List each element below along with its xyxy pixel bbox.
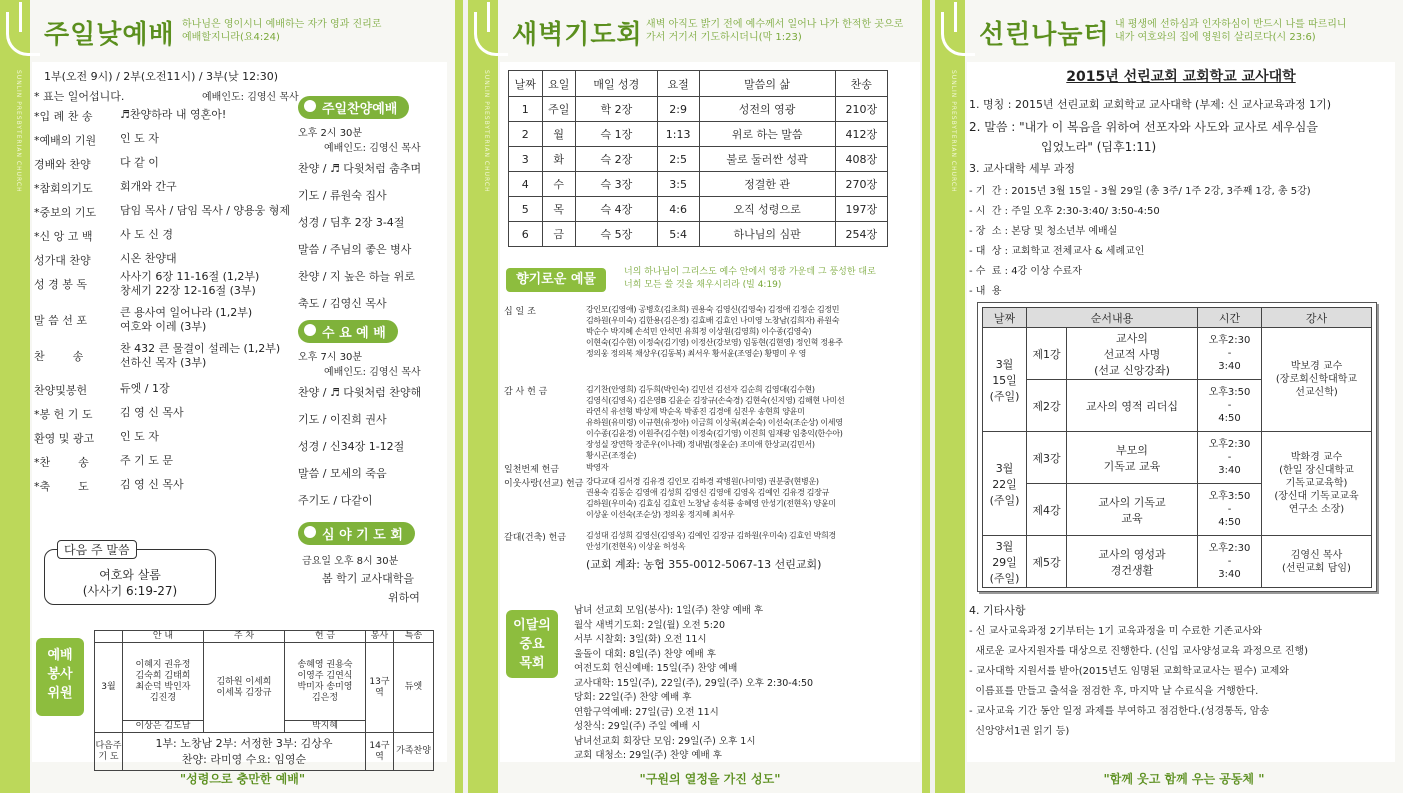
table-cell: 5:4	[657, 222, 699, 247]
volunteer-cell: 13구역	[366, 643, 394, 733]
schedule-lecture: 제5강	[1027, 536, 1067, 588]
offering-names: 박영자	[586, 463, 609, 472]
table-cell: 4	[509, 172, 543, 197]
detail-item: - 장 소 : 본당 및 청소년부 예배실	[969, 226, 1118, 237]
schedule-table	[982, 307, 1372, 588]
schedule-header: 강사	[1262, 308, 1372, 328]
content-sheet	[32, 62, 447, 766]
schedule-date: 3월 29일 (주일)	[983, 536, 1027, 588]
dawn-prayer-table	[508, 70, 888, 247]
offering-type: 일천번제 헌금	[504, 465, 560, 475]
table-cell: 목	[542, 197, 576, 222]
schedule-header: 날짜	[983, 308, 1027, 328]
table-cell: 5	[509, 197, 543, 222]
schedule-speaker: 김영신 목사 (선린교회 담임)	[1262, 536, 1372, 588]
table-cell: 6	[509, 222, 543, 247]
header-verse: 하나님은 영이시니 예배하는 자가 영과 진리로 예배할지니라(요4:24)	[182, 19, 382, 43]
event-item: 서부 시찰회: 3일(화) 오전 11시	[574, 634, 707, 645]
page-title: 주일낮예배	[44, 20, 175, 50]
schedule-frame	[977, 302, 1377, 592]
table-cell: 슥 1장	[576, 122, 658, 147]
table-cell: 4:6	[657, 197, 699, 222]
account-info: (교회 계좌: 농협 355-0012-5067-13 선린교회)	[586, 558, 822, 571]
table-header: 찬송	[835, 71, 887, 97]
table-header: 날짜	[509, 71, 543, 97]
sunday-afternoon-item: 기도 / 류원숙 집사	[298, 189, 387, 202]
schedule-header: 시간	[1198, 308, 1262, 328]
next-prayer-row2: 찬양: 라미영 수요: 임영순	[181, 752, 307, 766]
schedule-time: 오후2:30 - 3:40	[1198, 536, 1262, 588]
order-item-label: 찬양및봉헌	[34, 384, 88, 397]
offering-type: 갈대(건축) 헌금	[504, 533, 567, 543]
offering-cell-2: 박지혜	[284, 721, 365, 733]
table-cell: 197장	[835, 197, 887, 222]
table-row	[509, 97, 888, 122]
order-item-value: 인 도 자	[120, 132, 159, 145]
next-week-ref: (사사기 6:19-27)	[82, 584, 178, 598]
service-table	[94, 630, 434, 771]
doc-title: 2015년 선린교회 교회학교 교사대학	[1066, 69, 1296, 85]
detail-item: - 내 용	[969, 286, 1002, 297]
table-cell: 슥 4장	[576, 197, 658, 222]
sunday-afternoon-item: 성경 / 딤후 2장 3-4절	[298, 216, 405, 229]
offering-cell: 송혜영 권용숙 이영주 김연식 박미자 송미영 김은정	[284, 643, 365, 721]
wednesday-leader: 예배인도: 김영신 목사	[324, 367, 421, 378]
col-guide: 안 내	[123, 631, 204, 643]
table-cell: 3:5	[657, 172, 699, 197]
event-item: 성찬식: 29일(주) 주일 예배 시	[574, 721, 701, 732]
table-cell: 월	[542, 122, 576, 147]
order-item-value: 인 도 자	[120, 430, 159, 443]
item-1: 1. 명칭 : 2015년 선린교회 교회학교 교사대학 (부제: 신 교사교육과정 1기)	[969, 98, 1332, 111]
other-item: - 신 교사교육과정 2기부터는 1기 교육과정을 미 수료한 기존교사와	[969, 626, 1262, 637]
next-special: 가족찬양	[394, 733, 434, 771]
table-cell: 하나님의 심판	[699, 222, 835, 247]
other-item: - 교사교육 기간 동안 일정 과제를 부여하고 점검한다.(성경통독, 암송	[969, 706, 1270, 717]
item-3: 3. 교사대학 세부 과정	[969, 162, 1075, 175]
offering-type: 이웃사랑(선교) 헌금	[504, 479, 584, 489]
event-item: 교사대학: 15일(주), 22일(주), 29일(주) 오후 2:30-4:50	[574, 677, 814, 689]
schedule-topic: 부모의 기독교 교육	[1067, 432, 1198, 484]
event-item: 남녀 선교회 모임(봉사): 1일(주) 찬양 예배 후	[574, 605, 764, 616]
parking-cell: 김하원 이세희 이세복 김장규	[203, 643, 284, 733]
order-item-value: 큰 용사여 일어나라 (1,2부) 여호와 이레 (3부)	[120, 306, 253, 333]
footer-motto: "구원의 열정을 가진 성도"	[639, 772, 781, 786]
standing-note: * 표는 일어섭니다.	[34, 90, 125, 103]
monthly-events-label: 이달의 중요 목회	[506, 610, 558, 678]
table-cell: 210장	[835, 97, 887, 122]
table-row	[509, 147, 888, 172]
wednesday-label: 수 요 예 배	[298, 320, 398, 343]
table-cell: 슥 5장	[576, 222, 658, 247]
order-item-label: *찬 송	[34, 456, 89, 469]
table-cell: 1:13	[657, 122, 699, 147]
table-header: 매일 성경	[576, 71, 658, 97]
event-item: 당회: 22일(주) 찬양 예배 후	[574, 692, 692, 703]
order-item-label: *참회의기도	[34, 182, 93, 195]
schedule-header: 순서내용	[1027, 308, 1198, 328]
col-special: 특송	[394, 631, 434, 643]
order-item-label: 말 씀 선 포	[34, 314, 87, 327]
schedule-lecture: 제4강	[1027, 484, 1067, 536]
detail-item: - 수 료 : 4강 이상 수료자	[969, 266, 1082, 277]
table-cell: 성전의 영광	[699, 97, 835, 122]
schedule-speaker: 박화경 교수 (한일 장신대학교 기독교교육학) (장신대 기독교교육 연구소 소장)	[1262, 432, 1372, 536]
schedule-date: 3월 22일 (주일)	[983, 432, 1027, 536]
schedule-row	[983, 536, 1372, 588]
order-item-label: *축 도	[34, 480, 89, 493]
logo-icon	[6, 12, 40, 56]
order-item-label: 성가대 찬양	[34, 254, 91, 267]
panel-sunday-worship	[0, 0, 463, 793]
green-side-bar-right	[455, 0, 463, 793]
event-item: 교회 대청소: 29일(주) 찬양 예배 후	[574, 750, 722, 761]
spine-text: SUNLIN PRESBYTERIAN CHURCH	[483, 70, 490, 193]
other-item: 새로운 교사지원자를 대상으로 진행한다. (신입 교사양성교육 과정으로 진행)	[969, 646, 1309, 657]
event-item: 울돌이 대회: 8일(주) 찬양 예배 후	[574, 648, 716, 660]
order-item-label: *중보의 기도	[34, 206, 97, 219]
order-item-value: 시온 찬양대	[120, 252, 177, 265]
other-item: - 교사대학 지원서를 받아(2015년도 임명된 교회학교교사는 필수) 교제와	[969, 666, 1289, 677]
next-volunteer: 14구역	[366, 733, 394, 771]
wednesday-item: 기도 / 이진희 권사	[298, 413, 387, 426]
wednesday-item: 말씀 / 모세의 죽음	[298, 467, 387, 480]
schedule-date: 3월 15일 (주일)	[983, 328, 1027, 432]
table-cell: 254장	[835, 222, 887, 247]
event-item: 남녀선교회 회장단 모임: 29일(주) 오후 1시	[574, 735, 756, 747]
event-item: 연합구역예배: 27일(금) 오전 11시	[574, 706, 719, 718]
table-cell: 수	[542, 172, 576, 197]
special-cell: 듀엣	[394, 643, 434, 733]
overnight-label: 심 야 기 도 회	[298, 522, 415, 545]
table-cell: 정결한 관	[699, 172, 835, 197]
spine-text: SUNLIN PRESBYTERIAN CHURCH	[950, 70, 957, 193]
table-cell: 412장	[835, 122, 887, 147]
panel-sharing	[935, 0, 1403, 793]
table-cell: 2:5	[657, 147, 699, 172]
order-item-label: 찬 송	[34, 350, 84, 363]
offering-type: 십 일 조	[504, 307, 536, 317]
detail-item: - 대 상 : 교회학교 전체교사 & 세례교인	[969, 246, 1145, 257]
table-row	[509, 122, 888, 147]
order-item-value: 담임 목사 / 담임 목사 / 양용웅 형제	[120, 204, 291, 217]
item-4: 4. 기타사항	[969, 604, 1026, 617]
offering-verse: 너의 하나님이 그리스도 예수 안에서 영광 가운데 그 풍성한 대로 너희 모든 쓸 것을 채우시리라 (빌 4:19)	[624, 267, 876, 290]
event-item: 여전도회 헌신예배: 15일(주) 찬양 예배	[574, 663, 738, 674]
table-row	[509, 172, 888, 197]
table-cell: 2	[509, 122, 543, 147]
order-item-value: 다 같 이	[120, 156, 159, 169]
next-week-box	[44, 543, 216, 605]
panel-header	[0, 0, 463, 62]
schedule-row	[983, 328, 1372, 380]
schedule-time: 오후3:50 - 4:50	[1198, 380, 1262, 432]
overnight-time: 금요일 오후 8시 30분	[302, 556, 399, 567]
table-cell: 학 2장	[576, 97, 658, 122]
next-week-title: 여호와 살롬	[99, 568, 161, 582]
table-cell: 불로 둘러싼 성곽	[699, 147, 835, 172]
table-header: 요일	[542, 71, 576, 97]
order-item-value: 김 영 신 목사	[120, 406, 184, 419]
offering-names: 강인모(김영애) 공병호(김초희) 권용숙 김영신(김영숙) 김정애 김정순 김정민 김하원(우미숙) 김한용(김은정) 김효배 김효인 나미영 노창남(김희자) 류원숙 박순수 박지혜 손석민 안석민 유희정 이상원(김영희) 이수종(김영숙) 이현숙(김수현) 이정숙(김기영) 이정산(강보영) 임동현(김현영) 정인혁 정용주 정의웅 정의복 채상우(김동복) 최서우 황서윤(조영순) 황명미 우 영	[586, 305, 843, 358]
order-item-label: 환영 및 광고	[34, 432, 95, 445]
table-cell: 위로 하는 말씀	[699, 122, 835, 147]
content-sheet	[500, 62, 920, 762]
schedule-topic: 교사의 선교적 사명 (선교 신앙강좌)	[1067, 328, 1198, 380]
panel-dawn-prayer	[468, 0, 930, 793]
footer-motto: "함께 웃고 함께 우는 공동체 "	[1103, 772, 1265, 786]
order-item-label: *봉 헌 기 도	[34, 408, 93, 421]
logo-icon	[941, 12, 975, 56]
table-cell: 408장	[835, 147, 887, 172]
schedule-time: 오후2:30 - 3:40	[1198, 328, 1262, 380]
table-cell: 금	[542, 222, 576, 247]
header-verse: 내 평생에 선하심과 인자하심이 반드시 나를 따르리니 내가 여호와의 집에 영원히 살리로다(시 23:6)	[1115, 19, 1347, 43]
table-row	[509, 197, 888, 222]
panel-header	[935, 0, 1403, 62]
order-item-value: 사 도 신 경	[120, 228, 173, 241]
service-times: 1부(오전 9시) / 2부(오전11시) / 3부(낮 12:30)	[44, 70, 279, 83]
logo-icon	[474, 12, 508, 56]
order-item-value: 찬 432 큰 물결이 설레는 (1,2부) 선하신 목자 (3부)	[120, 342, 281, 369]
next-prayer-row1: 1부: 노창남 2부: 서정한 3부: 김상우	[155, 736, 333, 750]
preacher: 예배인도: 김영신 목사	[202, 92, 299, 103]
col-volunteer: 봉사	[366, 631, 394, 643]
order-item-label: *입 례 찬 송	[34, 110, 93, 123]
order-item-label: 성 경 봉 독	[34, 278, 87, 291]
other-item: 신앙양서1권 읽기 등)	[969, 726, 1070, 737]
sunday-afternoon-label: 주일찬양예배	[298, 96, 409, 119]
order-item-value: 듀엣 / 1장	[120, 382, 170, 395]
table-cell: 오직 성령으로	[699, 197, 835, 222]
wednesday-time: 오후 7시 30분	[298, 352, 363, 363]
table-header: 요절	[657, 71, 699, 97]
page-title: 선린나눔터	[979, 20, 1110, 50]
sunday-afternoon-leader: 예배인도: 김영신 목사	[324, 143, 421, 154]
sunday-afternoon-item: 찬양 / ♬ 다윗처럼 춤추며	[298, 162, 422, 175]
overnight-line2: 위하여	[388, 591, 420, 604]
spine-text: SUNLIN PRESBYTERIAN CHURCH	[15, 70, 22, 193]
table-cell: 1	[509, 97, 543, 122]
table-cell: 2:9	[657, 97, 699, 122]
item-2b: 입었노라" (딤후1:11)	[1041, 140, 1157, 154]
panel-header	[468, 0, 930, 62]
sunday-afternoon-time: 오후 2시 30분	[298, 128, 363, 139]
sunday-afternoon-item: 찬양 / 지 높은 하늘 위로	[298, 270, 415, 283]
order-item-value: ♬찬양하라 내 영혼아!	[120, 108, 227, 121]
schedule-topic: 교사의 영적 리더십	[1067, 380, 1198, 432]
header-verse: 새벽 아직도 밝기 전에 예수께서 일어나 나가 한적한 곳으로 가서 거기서 기도하시더니(막 1:23)	[646, 19, 904, 43]
schedule-lecture: 제1강	[1027, 328, 1067, 380]
sunday-afternoon-item: 축도 / 김영신 목사	[298, 297, 387, 310]
table-header: 말씀의 삶	[699, 71, 835, 97]
sunday-afternoon-item: 말씀 / 주님의 좋은 병사	[298, 243, 412, 256]
col-parking: 주 차	[203, 631, 284, 643]
order-item-value: 회개와 간구	[120, 180, 177, 193]
footer-motto: "성령으로 충만한 예배"	[179, 772, 306, 786]
next-week-label: 다음 주 말씀	[57, 540, 137, 559]
item-2a: 2. 말씀 : "내가 이 복음을 위하여 선포자와 사도와 교사로 세우심을	[969, 120, 1318, 134]
order-item-label: *신 앙 고 백	[34, 230, 93, 243]
schedule-topic: 교사의 영성과 경건생활	[1067, 536, 1198, 588]
event-item: 월삭 새벽기도회: 2일(월) 오전 5:20	[574, 619, 726, 631]
schedule-lecture: 제2강	[1027, 380, 1067, 432]
wednesday-item: 주기도 / 다같이	[298, 494, 373, 507]
content-sheet	[967, 62, 1395, 762]
table-cell: 화	[542, 147, 576, 172]
schedule-lecture: 제3강	[1027, 432, 1067, 484]
guide-cell: 이혜지 권유정 김숙희 김태희 최순덕 박인자 김진경	[123, 643, 204, 721]
other-item: 이름표를 만들고 출석을 점검한 후, 마지막 날 수료식을 거행한다.	[969, 686, 1259, 697]
order-item-value: 김 영 신 목사	[120, 478, 184, 491]
offering-names: 김기찬(안영희) 김두희(박인숙) 김민선 김선자 김순희 김영대(김수현) 김영식(김영옥) 김은영B 김윤순 김장규(손숙경) 김현숙(신지영) 김해현 나미선 라연식 유선형 박상제 박순옥 박종진 김경애 심진우 송현희 양윤미 유하원(유미령) 이규현(유정아) 이금희 이상록(최순숙) 이선숙(조순상) 이세영 이수종(김윤경) 이원주(김수현) 이정숙(김기영) 이진희 임재광 임충익(한수아) 장성실 장연학 장준우(이나래) 정내범(정윤순) 조미애 한상교(김민서) 황시곤(조정순)	[586, 385, 845, 460]
schedule-row	[983, 432, 1372, 484]
detail-item: - 기 간 : 2015년 3월 15일 - 3월 29일 (총 3주/ 1주 2강, 3주째 1강, 총 5강)	[969, 186, 1311, 197]
offering-names: 강다교대 김서경 김유경 김인모 김하경 곽병원(나미영) 권분중(현병운) 권용숙 김동순 김영애 김성희 김영신 김영애 김영옥 김예인 김유경 김장규 김하원(우미숙) 김효심 김효인 노창남 송석룡 송혜영 안성기(전현옥) 양윤미 이상윤 이선숙(조순상) 정의웅 정지혜 최서우	[586, 477, 836, 519]
wednesday-item: 찬양 / ♬ 다윗처럼 찬양해	[298, 386, 422, 399]
schedule-speaker: 박보경 교수 (장로회신학대학교 선교신학)	[1262, 328, 1372, 432]
order-item-value: 주 기 도 문	[120, 454, 173, 467]
order-item-value: 사사기 6장 11-16절 (1,2부) 창세기 22장 12-16절 (3부)	[120, 270, 260, 297]
schedule-topic: 교사의 기독교 교육	[1067, 484, 1198, 536]
page-title: 새벽기도회	[512, 20, 643, 50]
table-row	[509, 222, 888, 247]
next-prayer-label: 다음주 기 도	[95, 733, 123, 771]
service-committee-label: 예배 봉사 위원	[36, 638, 84, 716]
order-item-label: 경배와 찬양	[34, 158, 91, 171]
order-item-label: *예배의 기원	[34, 134, 97, 147]
col-offering: 헌 금	[284, 631, 365, 643]
detail-item: - 시 간 : 주일 오후 2:30-3:40/ 3:50-4:50	[969, 206, 1160, 217]
table-cell: 270장	[835, 172, 887, 197]
guide-cell-2: 이상은 김도남	[123, 721, 204, 733]
table-cell: 슥 2장	[576, 147, 658, 172]
schedule-time: 오후2:30 - 3:40	[1198, 432, 1262, 484]
offering-names: 김성대 김성희 김영신(김영옥) 김예인 김장규 김하원(우미숙) 김효인 박희경 안성기(전현옥) 이상윤 허성옥	[586, 531, 836, 551]
month-cell: 3월	[95, 643, 123, 733]
table-cell: 주일	[542, 97, 576, 122]
schedule-time: 오후3:50 - 4:50	[1198, 484, 1262, 536]
table-cell: 3	[509, 147, 543, 172]
wednesday-item: 성경 / 신34장 1-12절	[298, 440, 405, 453]
green-side-bar-right	[922, 0, 930, 793]
overnight-line1: 봄 학기 교사대학을	[322, 572, 415, 585]
offering-type: 감 사 헌 금	[504, 387, 548, 397]
offering-label: 향기로운 예물	[506, 268, 606, 292]
table-cell: 슥 3장	[576, 172, 658, 197]
